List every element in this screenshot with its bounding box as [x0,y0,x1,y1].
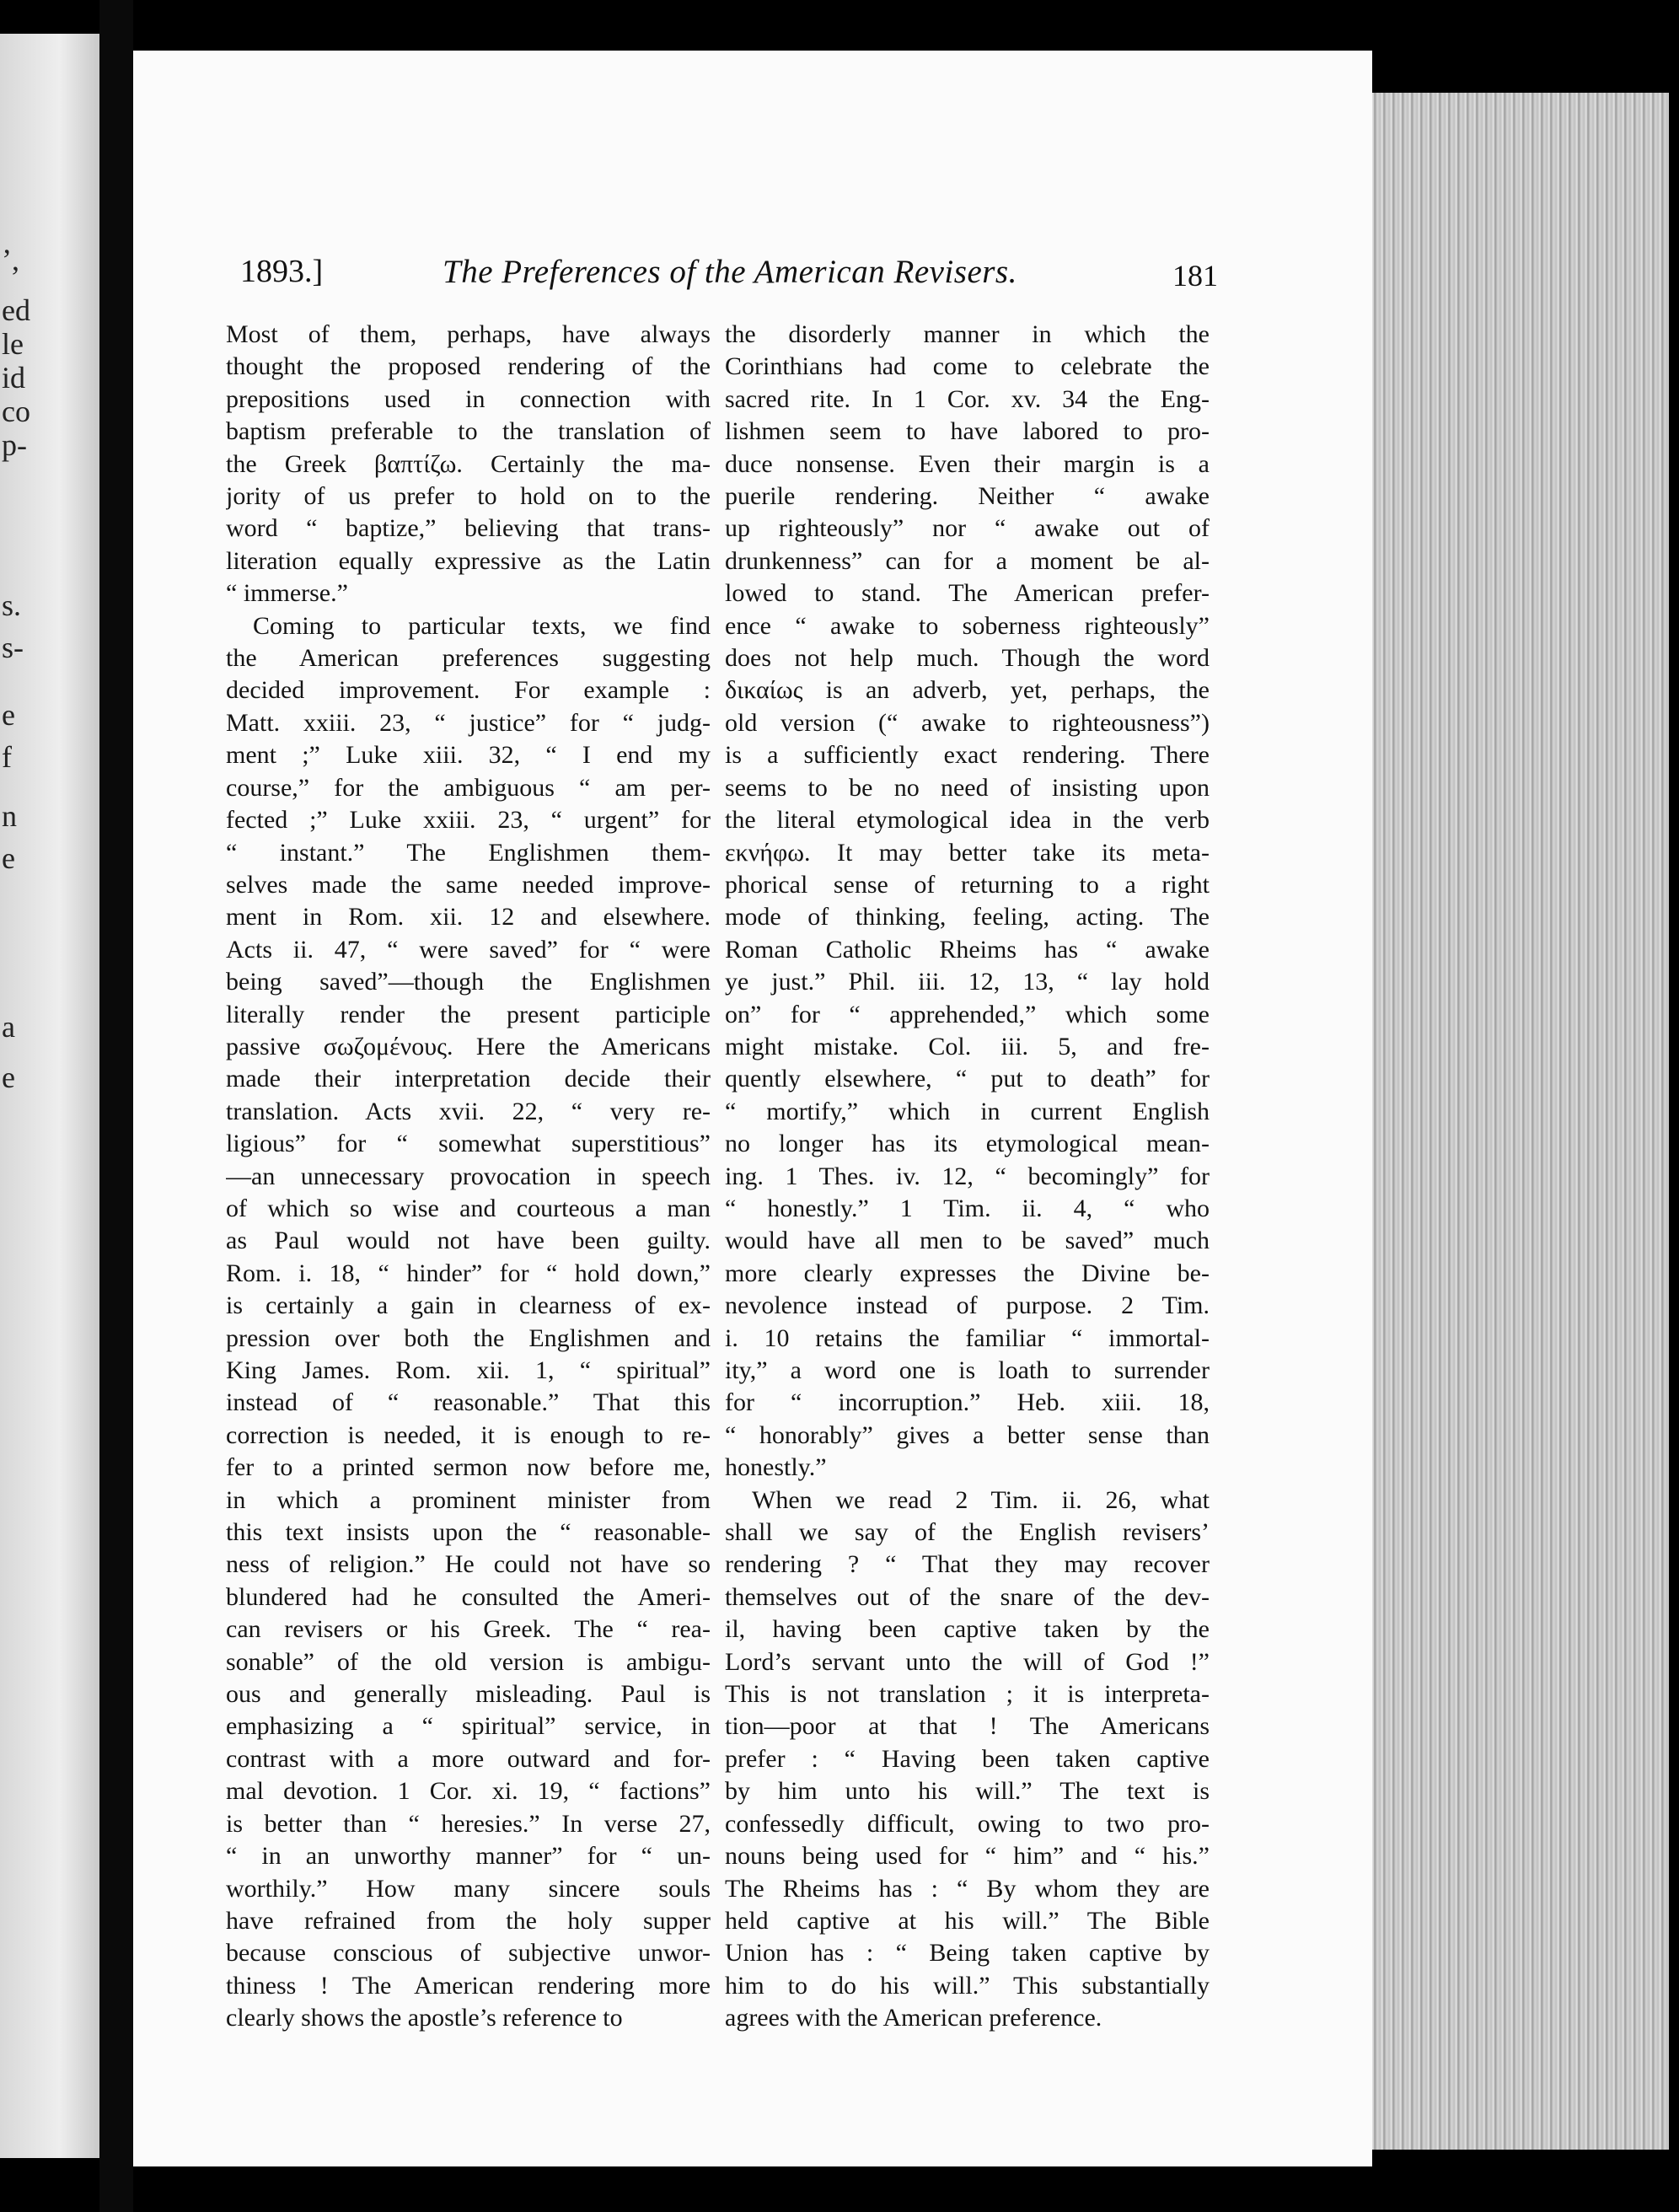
facing-page-fragment: ed [2,293,30,327]
text-line: honestly.” [725,1453,827,1482]
text-line: correction is needed, it is enough to re- [226,1420,711,1449]
text-line: baptism preferable to the translation of [226,417,711,446]
text-line: by him unto his will.” The text is [725,1777,1210,1806]
text-line: the disorderly manner in which the [725,320,1210,348]
text-line: because conscious of subjective unwor- [226,1939,711,1968]
text-line: translation. Acts xvii. 22, “ very re- [226,1097,711,1125]
text-line: no longer has its etymological mean- [725,1130,1210,1158]
text-line: lowed to stand. The American prefer- [725,579,1210,608]
text-line: Matt. xxiii. 23, “ justice” for “ judg- [226,708,711,737]
facing-page-fragment: id [2,361,26,395]
text-line: il, having been captive taken by the [725,1615,1210,1644]
text-line: mal devotion. 1 Cor. xi. 19, “ factions” [226,1777,711,1806]
text-line: Union has : “ Being taken captive by [725,1939,1210,1968]
text-line: pression over both the Englishmen and [226,1323,711,1352]
text-line: ence “ awake to soberness righteously” [725,611,1210,640]
text-line: i. 10 retains the familiar “ immortal- [725,1323,1210,1352]
running-head-year: 1893.] [240,254,324,289]
facing-page-fragment: a [2,1010,15,1044]
text-line: worthily.” How many sincere souls [226,1874,711,1903]
text-line: “ mortify,” which in current English [725,1097,1210,1125]
text-line: does not help much. Though the word [725,644,1210,673]
text-line: fected ;” Luke xxiii. 23, “ urgent” for [226,806,711,835]
text-line: literation equally expressive as the Latin [226,546,711,575]
facing-page-fragment: s. [2,588,22,622]
text-line: εκνήφω. It may better take its meta- [725,838,1210,867]
text-line: for “ incorruption.” Heb. xiii. 18, [725,1388,1210,1417]
right-text-column [725,319,1210,2035]
text-line: “ honestly.” 1 Tim. ii. 4, “ who [725,1194,1210,1222]
text-line: course,” for the ambiguous “ am per- [226,773,711,802]
text-line: Most of them, perhaps, have always [226,320,711,348]
text-line: quently elsewhere, “ put to death” for [725,1065,1210,1093]
text-line: This is not translation ; it is interpreta- [725,1680,1210,1709]
text-line: ing. 1 Thes. iv. 12, “ becomingly” for [725,1162,1210,1190]
text-line: sacred rite. In 1 Cor. xv. 34 the Eng- [725,384,1210,413]
text-line: jority of us prefer to hold on to the [226,482,711,511]
text-line: this text insists upon the “ reasonable- [226,1518,711,1547]
facing-page-fragment: p- [2,428,27,462]
text-line: might mistake. Col. iii. 5, and fre- [725,1032,1210,1060]
text-line: ye just.” Phil. iii. 12, 13, “ lay hold [725,968,1210,996]
text-line: clearly shows the apostle’s reference to [226,2004,623,2032]
facing-page-fragment: co [2,395,30,428]
text-line: of which so wise and courteous a man [226,1194,711,1222]
text-line: “ immerse.” [226,579,348,608]
facing-page-fragment: f [2,740,12,774]
text-line: emphasizing a “ spiritual” service, in [226,1712,711,1741]
text-line: agrees with the American preference. [725,2004,1102,2032]
text-line: fer to a printed sermon now before me, [226,1453,711,1482]
text-line: on” for “ apprehended,” which some [725,1000,1210,1028]
facing-page-fragment: e [2,1060,15,1094]
facing-page-fragment: e [2,698,15,732]
text-line: seems to be no need of insisting upon [725,773,1210,802]
text-line: δικαίως is an adverb, yet, perhaps, the [725,676,1210,705]
book-gutter [99,0,133,2212]
text-line: blundered had he consulted the Ameri- [226,1582,711,1611]
text-line: thought the proposed rendering of the [226,352,711,381]
text-line: made their interpretation decide their [226,1065,711,1093]
text-line: The Rheims has : “ By whom they are [725,1874,1210,1903]
text-line: being saved”—though the Englishmen [226,968,711,996]
text-line: shall we say of the English revisers’ [725,1518,1210,1547]
text-line: thiness ! The American rendering more [226,1971,711,2000]
text-line: Coming to particular texts, we find [253,611,711,640]
text-line: —an unnecessary provocation in speech [226,1162,711,1190]
running-head [240,253,1218,303]
text-line: contrast with a more outward and for- [226,1744,711,1773]
text-line: old version (“ awake to righteousness”) [725,708,1210,737]
text-line: drunkenness” can for a moment be al- [725,546,1210,575]
facing-page-fragment: le [2,327,24,361]
page-number: 181 [1172,259,1218,293]
text-line: decided improvement. For example : [226,676,711,705]
text-line: instead of “ reasonable.” That this [226,1388,711,1417]
text-line: puerile rendering. Neither “ awake [725,482,1210,511]
text-line: prefer : “ Having been taken captive [725,1744,1210,1773]
text-line: ligious” for “ somewhat superstitious” [226,1130,711,1158]
text-line: ous and generally misleading. Paul is [226,1680,711,1709]
text-line: Lord’s servant unto the will of God !” [725,1647,1210,1676]
text-line: nouns being used for “ him” and “ his.” [725,1842,1210,1871]
text-line: King James. Rom. xii. 1, “ spiritual” [226,1356,711,1384]
text-line: Corinthians had come to celebrate the [725,352,1210,381]
text-line: mode of thinking, feeling, acting. The [725,903,1210,932]
text-line: phorical sense of returning to a right [725,870,1210,899]
text-line: ity,” a word one is loath to surrender [725,1356,1210,1384]
text-line: ment in Rom. xii. 12 and elsewhere. [226,903,711,932]
text-line: duce nonsense. Even their margin is a [725,449,1210,478]
text-line: ment ;” Luke xiii. 32, “ I end my [226,741,711,770]
text-line: prepositions used in connection with [226,384,711,413]
text-line: Roman Catholic Rheims has “ awake [725,935,1210,964]
left-text-column [226,319,711,2035]
text-line: passive σωζομένους. Here the Americans [226,1032,711,1060]
text-line: the Greek βαπτίζω. Certainly the ma- [226,449,711,478]
text-line: is certainly a gain in clearness of ex- [226,1291,711,1320]
text-line: tion—poor at that ! The Americans [725,1712,1210,1741]
text-line: as Paul would not have been guilty. [226,1227,711,1255]
text-line: ness of religion.” He could not have so [226,1550,711,1579]
text-line: literally render the present participle [226,1000,711,1028]
text-line: more clearly expresses the Divine be- [725,1259,1210,1287]
facing-page-fragment: e [2,841,15,875]
text-line: him to do his will.” This substantially [725,1971,1210,2000]
text-line: held captive at his will.” The Bible [725,1906,1210,1935]
text-line: Rom. i. 18, “ hinder” for “ hold down,” [226,1259,711,1287]
text-line: Acts ii. 47, “ were saved” for “ were [226,935,711,964]
text-line: the literal etymological idea in the verb [725,806,1210,835]
running-head-title: The Preferences of the American Revisers. [443,254,1017,290]
text-line: nevolence instead of purpose. 2 Tim. [725,1291,1210,1320]
text-line: “ instant.” The Englishmen them- [226,838,711,867]
text-line: in which a prominent minister from [226,1485,711,1514]
text-line: word “ baptize,” believing that trans- [226,514,711,543]
text-line: rendering ? “ That they may recover [725,1550,1210,1579]
text-line: selves made the same needed improve- [226,870,711,899]
text-line: would have all men to be saved” much [725,1227,1210,1255]
text-line: have refrained from the holy supper [226,1906,711,1935]
text-line: “ honorably” gives a better sense than [725,1420,1210,1449]
text-line: themselves out of the snare of the dev- [725,1582,1210,1611]
text-line: When we read 2 Tim. ii. 26, what [752,1485,1210,1514]
text-line: is better than “ heresies.” In verse 27, [226,1809,711,1838]
text-line: can revisers or his Greek. The “ rea- [226,1615,711,1644]
text-line: “ in an unworthy manner” for “ un- [226,1842,711,1871]
facing-page-fragment: s- [2,631,24,664]
text-line: the American preferences suggesting [226,644,711,673]
text-line: sonable” of the old version is ambigu- [226,1647,711,1676]
text-line: up righteously” nor “ awake out of [725,514,1210,543]
text-line: is a sufficiently exact rendering. There [725,741,1210,770]
facing-page-fragment: ’, [2,243,19,276]
text-line: confessedly difficult, owing to two pro- [725,1809,1210,1838]
facing-page-fragment: n [2,799,17,833]
text-line: lishmen seem to have labored to pro- [725,417,1210,446]
